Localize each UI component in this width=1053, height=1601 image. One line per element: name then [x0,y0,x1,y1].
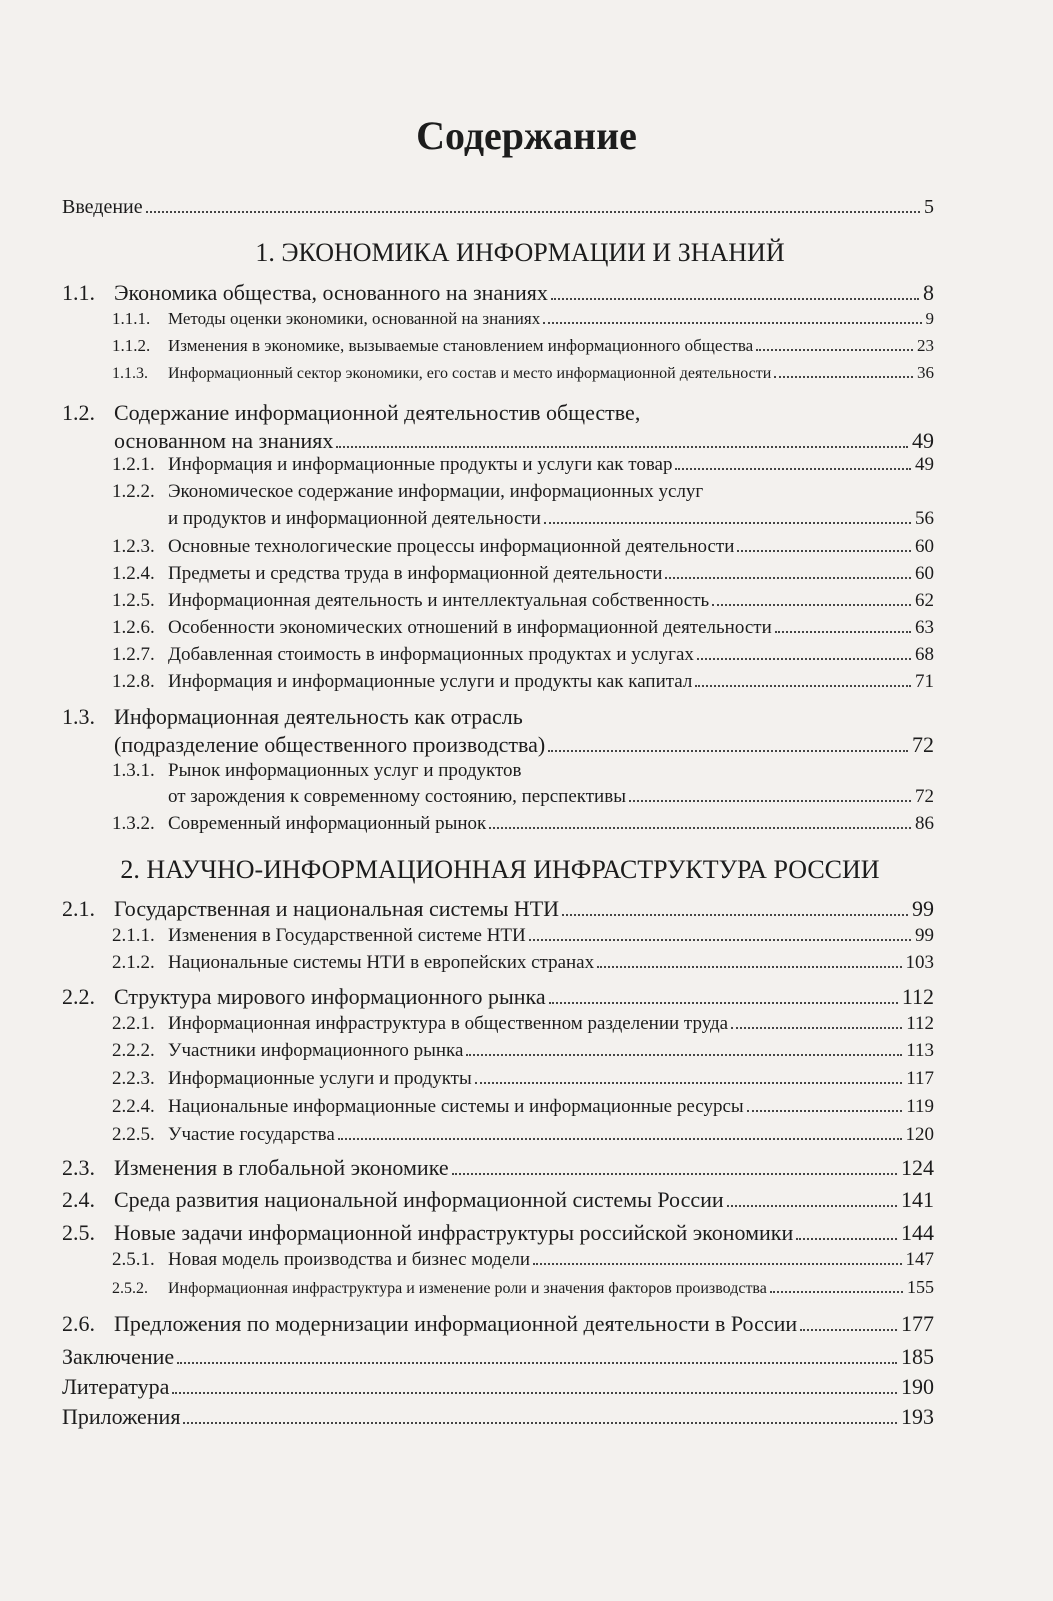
toc-entry-1-2-7 [112,644,934,666]
toc-label: Новая модель производства и бизнес модели [168,1249,531,1270]
toc-number: 1.2.8. [112,671,155,692]
toc-number: 1.3. [62,704,95,729]
toc-number: 2.5. [62,1220,95,1245]
toc-page-number: 99 [915,925,934,946]
toc-label: Структура мирового информационного рынка [114,984,546,1009]
toc-entry-1-2 [114,428,934,454]
toc-page-number: 9 [925,309,934,328]
toc-number: 1.2.4. [112,563,155,584]
toc-number: 1.3.2. [112,813,155,834]
page-title: Содержание [416,113,637,158]
toc-page-number: 60 [915,563,934,584]
toc-label: и продуктов и информационной деятельности [168,508,541,529]
toc-number: 1.1. [62,280,95,305]
section-heading-2: 2. НАУЧНО-ИНФОРМАЦИОННАЯ ИНФРАСТРУКТУРА РОССИИ [120,855,880,884]
toc-entry-1-2-1 [112,454,934,476]
toc-label: Среда развития национальной информационной системы России [114,1187,724,1212]
dot-leader [549,1002,898,1004]
toc-entry-2-1-1 [112,925,934,947]
toc-entry-conclusion [62,1344,934,1370]
toc-label: Предметы и средства труда в информационной деятельности [168,563,663,584]
toc-entry-2-2 [62,984,934,1010]
dot-leader [712,604,911,606]
toc-page-number: 56 [915,508,934,529]
toc-label: Изменения в глобальной экономике [114,1155,449,1180]
toc-entry-intro [62,196,934,219]
dot-leader [796,1238,897,1240]
toc-number: 2.3. [62,1155,95,1180]
toc-entry-1-2-4 [112,563,934,585]
toc-entry-appendix [62,1404,934,1430]
toc-page-number: 120 [905,1124,934,1145]
toc-label: Информационный сектор экономики, его состав и место информационной деятельности [168,365,772,382]
toc-page-number: 63 [915,617,934,638]
toc-entry-1-3-line1 [62,704,523,730]
toc-page-number: 8 [923,280,934,305]
dot-leader [774,376,913,378]
toc-page-number: 155 [907,1277,934,1297]
toc-number: 2.2.5. [112,1124,155,1145]
toc-number: 2.1.2. [112,952,155,973]
toc-page-number: 49 [915,454,934,475]
toc-entry-1-2-line1 [62,400,640,426]
toc-page-number: 177 [901,1311,934,1336]
toc-page-number: 112 [906,1013,934,1034]
toc-entry-2-2-1 [112,1013,934,1035]
dot-leader [543,322,921,324]
toc-entry-1-3-2 [112,813,934,835]
toc-page-number: 141 [901,1187,934,1212]
toc-label: Рынок информационных услуг и продуктов [168,760,522,781]
dot-leader [548,750,908,752]
toc-entry-1-1-1 [112,309,934,329]
toc-page-number: 112 [901,984,934,1009]
dot-leader [489,827,911,829]
toc-page-number: 103 [905,952,934,973]
toc-number: 1.2. [62,400,95,425]
toc-label: Приложения [62,1404,181,1429]
toc-number: 1.2.3. [112,536,155,557]
toc-entry-2-2-5 [112,1124,934,1146]
dot-leader [562,914,908,916]
toc-number: 2.2. [62,984,95,1009]
dot-leader [544,522,911,524]
toc-entry-2-1 [62,896,934,922]
toc-entry-1-3 [114,732,934,758]
dot-leader [747,1110,903,1112]
dot-leader [338,1138,902,1140]
dot-leader [697,658,911,660]
toc-page-number: 185 [901,1344,934,1369]
toc-page-number: 147 [905,1249,934,1270]
toc-entry-2-3 [62,1155,934,1181]
dot-leader [629,800,911,802]
toc-page-number: 190 [901,1374,934,1399]
toc-entry-2-4 [62,1187,934,1213]
dot-leader [551,298,919,300]
toc-entry-1-1-3 [112,363,934,383]
toc-page-number: 36 [917,363,934,382]
toc-label: Добавленная стоимость в информационных продуктах и услугах [168,644,694,665]
toc-number: 1.1.2. [112,336,151,355]
toc-label: Информационная инфраструктура в общественном разделении труда [168,1013,729,1034]
toc-number: 1.2.6. [112,617,155,638]
toc-label: Методы оценки экономики, основанной на знаниях [168,309,541,328]
toc-page-number: 86 [915,813,934,834]
dot-leader [737,550,911,552]
toc-entry-2-6 [62,1311,934,1337]
toc-page-number: 99 [912,896,934,921]
toc-number: 1.2.1. [112,454,155,475]
toc-label: Информационная инфраструктура и изменение роли и значения факторов производства [168,1280,767,1297]
dot-leader [665,577,911,579]
toc-label: Современный информационный рынок [168,813,487,834]
toc-entry-2-5 [62,1220,934,1246]
toc-label: Участие государства [168,1124,335,1145]
toc-page-number: 72 [915,786,934,807]
toc-number: 2.2.2. [112,1040,155,1061]
toc-page-number: 144 [901,1220,934,1245]
toc-number: 2.1. [62,896,95,921]
toc-label: Информационная деятельность и интеллектуальная собственность [168,590,710,611]
toc-entry-1-1 [62,280,934,306]
toc-label: Содержание информационной деятельностив обществе, [114,400,641,425]
toc-number: 2.5.1. [112,1249,155,1270]
toc-page-number: 49 [912,428,934,453]
toc-label: основанном на знаниях [114,428,334,453]
toc-label: Изменения в экономике, вызываемые становлением информационного общества [168,336,754,355]
dot-leader [770,1291,903,1293]
dot-leader [475,1082,902,1084]
toc-label: Основные технологические процессы информационной деятельности [168,536,735,557]
toc-entry-1-2-6 [112,617,934,639]
toc-page-number: 23 [917,336,934,355]
toc-page-number: 119 [906,1096,934,1117]
toc-label: Особенности экономических отношений в информационной деятельности [168,617,772,638]
toc-label: Литература [62,1374,170,1399]
toc-entry-1-2-3 [112,536,934,558]
toc-entry-2-2-3 [112,1068,934,1090]
toc-entry-1-1-2 [112,336,934,356]
toc-number: 1.2.2. [112,481,155,502]
toc-number: 1.1.1. [112,309,151,328]
toc-label: Изменения в Государственной системе НТИ [168,925,526,946]
dot-leader [336,446,908,448]
toc-number: 2.6. [62,1311,95,1336]
toc-page-number: 68 [915,644,934,665]
toc-entry-2-2-4 [112,1096,934,1118]
toc-number: 2.2.4. [112,1096,155,1117]
toc-label: Предложения по модернизации информационной деятельности в России [114,1311,798,1336]
dot-leader [452,1173,897,1175]
toc-label: (подразделение общественного производства) [114,732,546,757]
dot-leader [727,1205,897,1207]
toc-label: Информация и информационные услуги и продукты как капитал [168,671,693,692]
toc-label: Новые задачи информационной инфраструктуры российской экономики [114,1220,794,1245]
dot-leader [529,939,911,941]
toc-label: Заключение [62,1344,175,1369]
dot-leader [146,211,920,213]
toc-page-number: 60 [915,536,934,557]
toc-entry-2-2-2 [112,1040,934,1062]
toc-label: Национальные информационные системы и информационные ресурсы [168,1096,744,1117]
toc-label: Экономика общества, основанного на знаниях [114,280,548,305]
toc-entry-1-2-5 [112,590,934,612]
toc-page-number: 193 [901,1404,934,1429]
dot-leader [177,1362,897,1364]
dot-leader [597,966,901,968]
toc-number: 2.2.3. [112,1068,155,1089]
dot-leader [533,1263,901,1265]
toc-entry-1-2-2 [168,508,934,530]
toc-entry-1-2-2-line1 [112,481,703,503]
toc-label: Национальные системы НТИ в европейских странах [168,952,595,973]
toc-page-number: 113 [906,1040,934,1061]
toc-label: Участники информационного рынка [168,1040,464,1061]
dot-leader [756,349,913,351]
dot-leader [172,1392,897,1394]
toc-number: 2.5.2. [112,1280,148,1297]
dot-leader [675,468,911,470]
toc-page-number: 117 [906,1068,934,1089]
toc-number: 2.2.1. [112,1013,155,1034]
toc-number: 1.2.5. [112,590,155,611]
toc-label: Государственная и национальная системы НТИ [114,896,560,921]
toc-page-number: 5 [924,196,934,218]
toc-entry-1-2-8 [112,671,934,693]
toc-entry-1-3-1-line1 [112,760,522,782]
toc-entry-1-3-1 [168,786,934,808]
toc-label: Экономическое содержание информации, информационных услуг [168,481,704,502]
toc-entry-2-5-2 [112,1277,934,1298]
dot-leader [695,685,911,687]
toc-label: Информационная деятельность как отрасль [114,704,523,729]
toc-label: Введение [62,196,143,218]
dot-leader [183,1422,897,1424]
toc-number: 2.4. [62,1187,95,1212]
toc-entry-2-1-2 [112,952,934,974]
toc-number: 1.3.1. [112,760,155,781]
toc-page-number: 62 [915,590,934,611]
toc-entry-2-5-1 [112,1249,934,1271]
toc-label: Информация и информационные продукты и услуги как товар [168,454,673,475]
toc-entry-literature [62,1374,934,1400]
dot-leader [731,1027,902,1029]
toc-number: 2.1.1. [112,925,155,946]
toc-number: 1.1.3. [112,365,148,382]
toc-number: 1.2.7. [112,644,155,665]
toc-page-number: 71 [915,671,934,692]
dot-leader [775,631,911,633]
toc-page-number: 72 [912,732,934,757]
section-heading-1: 1. ЭКОНОМИКА ИНФОРМАЦИИ И ЗНАНИЙ [255,238,785,267]
dot-leader [800,1329,897,1331]
toc-label: Информационные услуги и продукты [168,1068,472,1089]
toc-page-number: 124 [901,1155,934,1180]
dot-leader [466,1054,902,1056]
toc-label: от зарождения к современному состоянию, перспективы [168,786,626,807]
